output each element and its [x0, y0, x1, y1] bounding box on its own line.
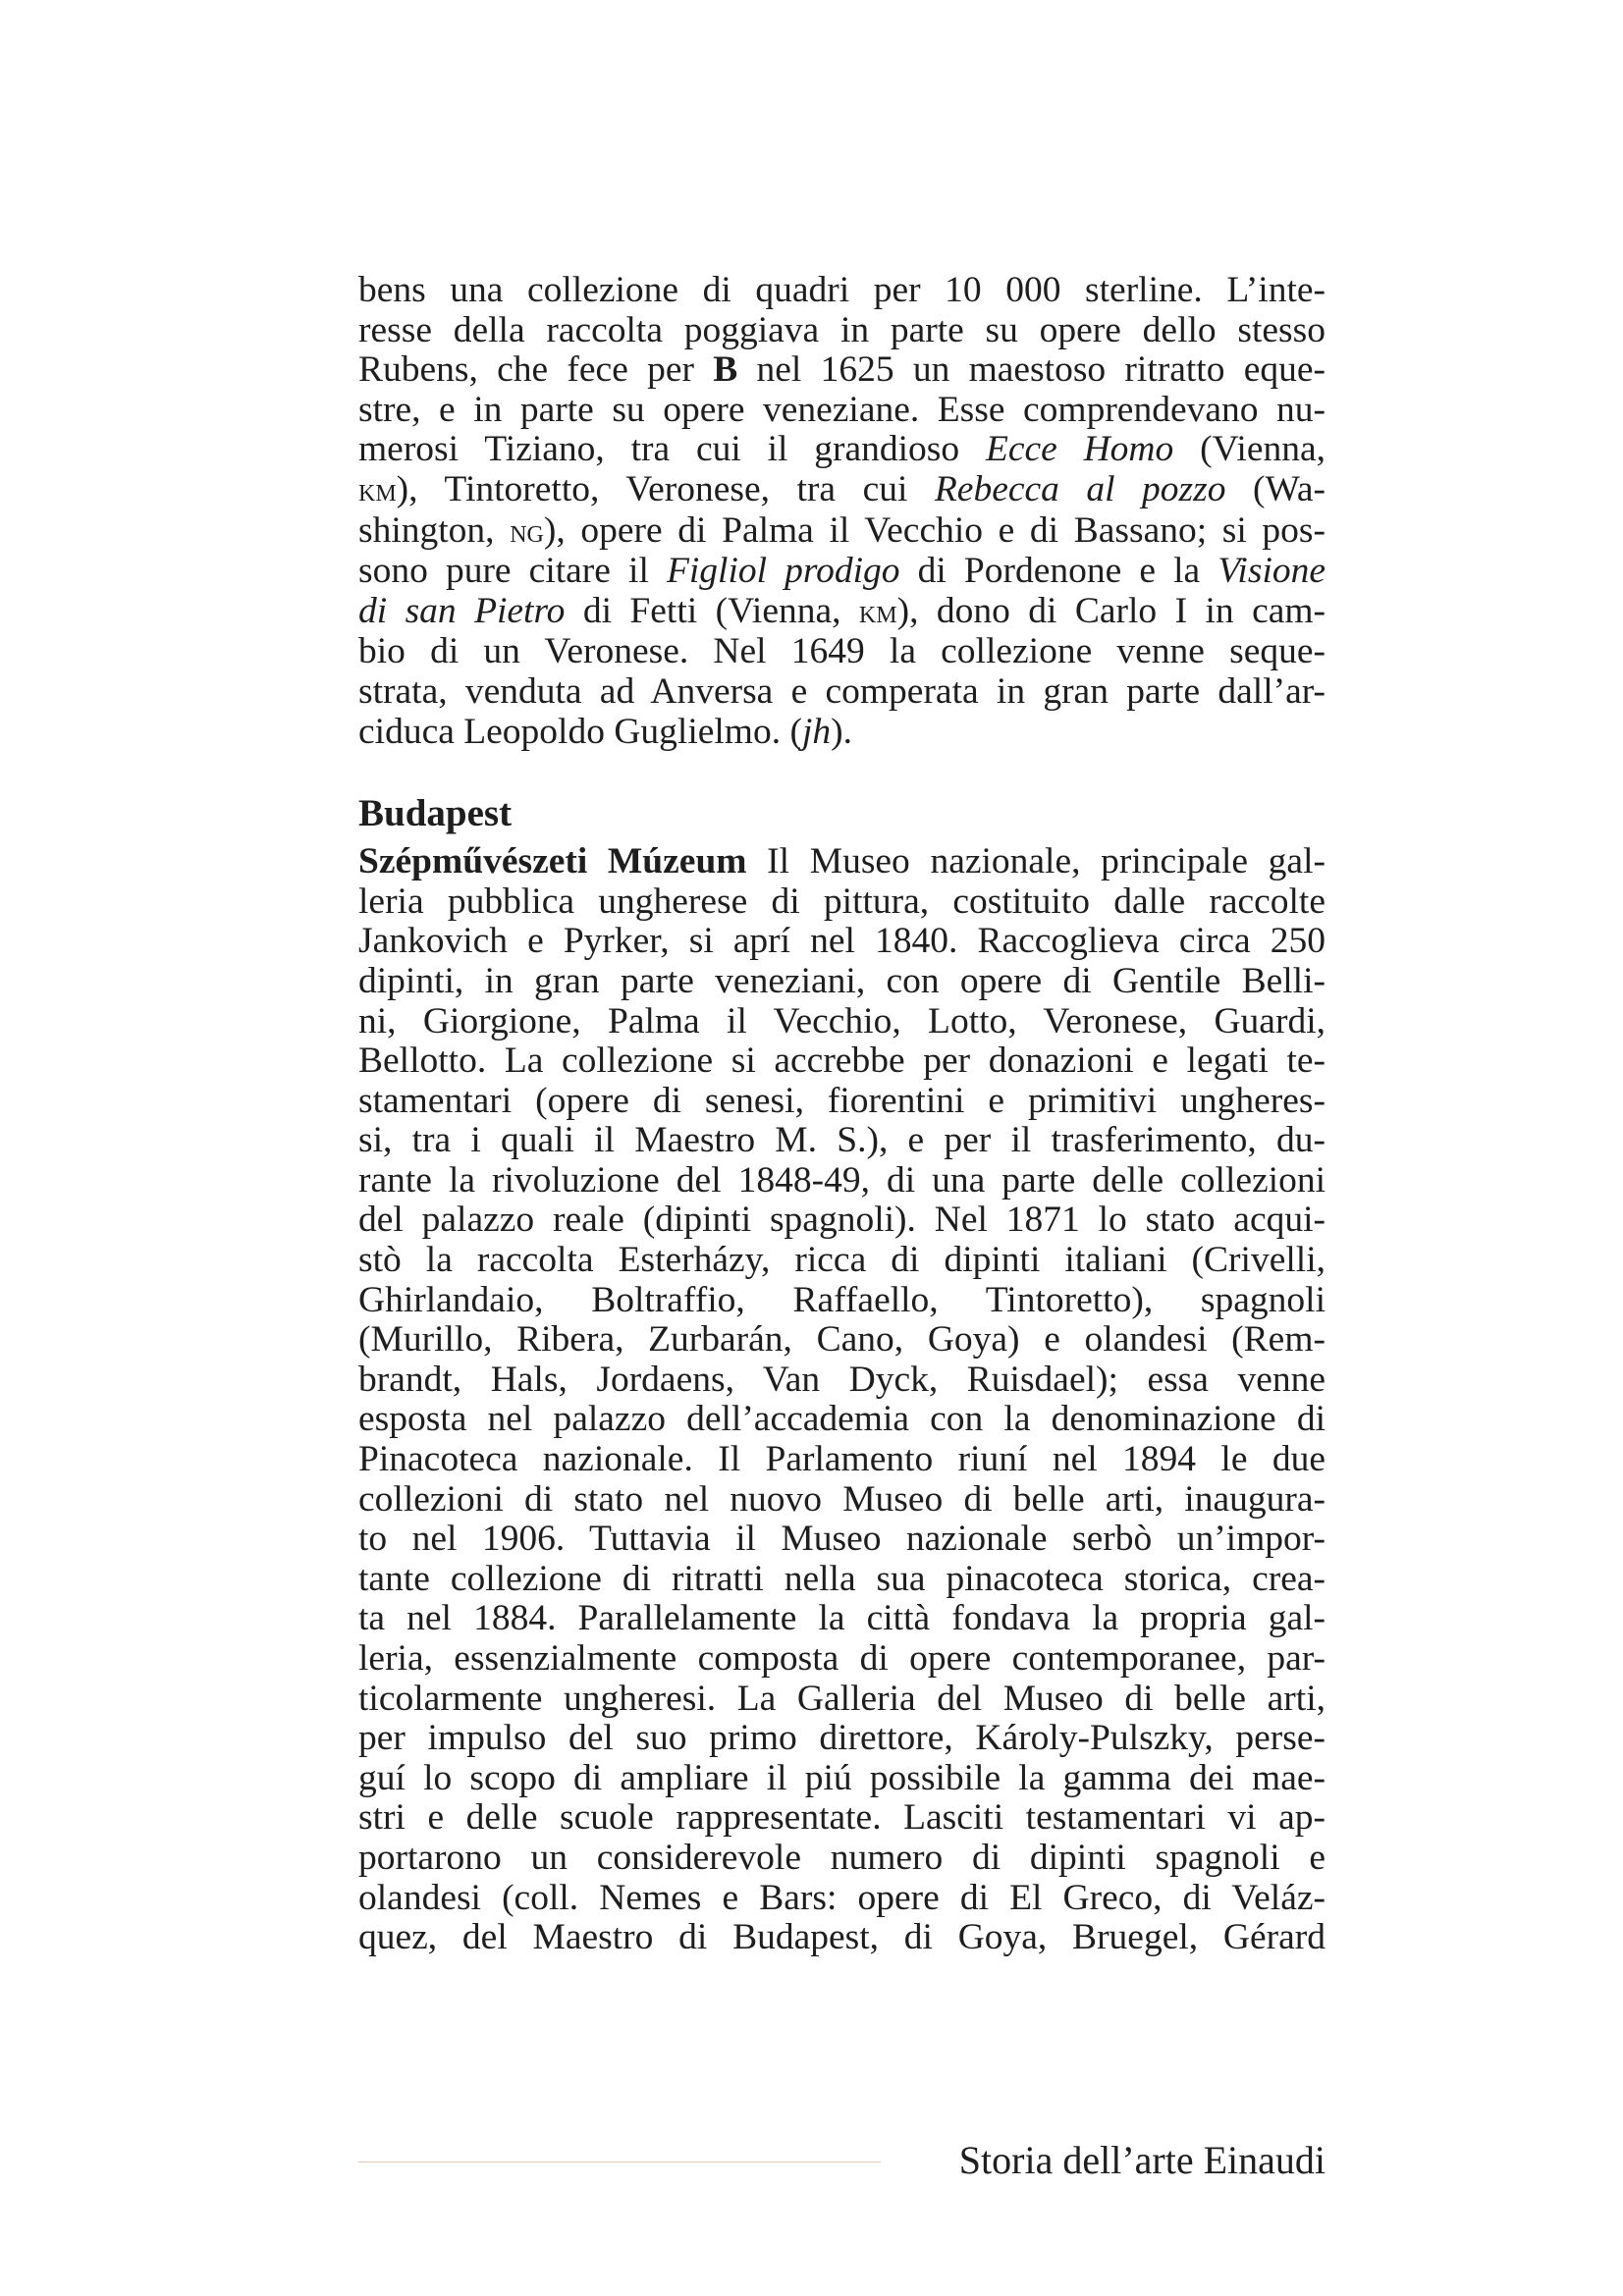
text-line: si, tra i quali il Maestro M. S.), e per il trasferimento, du- [358, 1120, 1325, 1161]
text-line: Ghirlandaio, Boltraffio, Raffaello, Tintoretto), spagnoli [358, 1279, 1325, 1320]
bold-abbreviation: B [713, 349, 738, 391]
text-line: ticolarmente ungheresi. La Galleria del Museo di belle arti, [358, 1678, 1325, 1719]
text-line: guí lo scopo di ampliare il piú possibile la gamma dei mae- [358, 1757, 1325, 1798]
artwork-title: di san Pietro [358, 590, 566, 631]
text-line: km), Tintoretto, Veronese, tra cui Rebecca al pozzo (Wa- [358, 468, 1325, 509]
section-heading: Budapest [358, 792, 513, 835]
text-line: brandt, Hals, Jordaens, Van Dyck, Ruisdael); essa venne [358, 1359, 1325, 1400]
museum-abbreviation: ng [510, 512, 544, 550]
text-line: leria pubblica ungherese di pittura, costituito dalle raccolte [358, 881, 1325, 922]
entry-title: Szépművészeti Múzeum [358, 841, 747, 882]
text-line: sono pure citare il Figliol prodigo di Pordenone e la Visione [358, 551, 1326, 592]
artwork-title: Figliol prodigo [666, 551, 900, 592]
text-line: merosi Tiziano, tra cui il grandioso Ecce Homo (Vienna, [358, 429, 1325, 470]
text-line: del palazzo reale (dipinti spagnoli). Nel 1871 lo stato acqui- [358, 1200, 1325, 1241]
text-line: stri e delle scuole rappresentate. Lasciti testamentari vi ap- [358, 1797, 1325, 1839]
text-line: stre, e in parte su opere veneziane. Esse comprendevano nu- [358, 389, 1325, 430]
text-line: ciduca Leopoldo Guglielmo. (jh). [358, 711, 853, 752]
text-line: Bellotto. La collezione si accrebbe per donazioni e legati te- [358, 1041, 1325, 1082]
text-line: shington, ng), opere di Palma il Vecchio e di Bassano; si pos- [358, 509, 1325, 551]
text-line: esposta nel palazzo dell’accademia con la denominazione di [358, 1399, 1325, 1440]
text-line: (Murillo, Ribera, Zurbarán, Cano, Goya) e olandesi (Rem- [358, 1319, 1325, 1361]
text-line: ni, Giorgione, Palma il Vecchio, Lotto, Veronese, Guardi, [358, 1000, 1325, 1041]
text-line: strata, venduta ad Anversa e comperata in gran parte dall’ar- [358, 670, 1325, 712]
text-line: Pinacoteca nazionale. Il Parlamento riuní nel 1894 le due [358, 1439, 1325, 1480]
text-line: rante la rivoluzione del 1848-49, di una parte delle collezioni [358, 1159, 1325, 1201]
museum-abbreviation: km [358, 471, 397, 508]
text-line: Szépművészeti Múzeum Il Museo nazionale, principale gal- [358, 841, 1325, 882]
text-line: to nel 1906. Tuttavia il Museo nazionale serbò un’impor- [358, 1519, 1325, 1560]
text-line: quez, del Maestro di Budapest, di Goya, Bruegel, Gérard [358, 1917, 1325, 1958]
artwork-title: Visione [1217, 551, 1326, 592]
text-line: ta nel 1884. Parallelamente la città fondava la propria gal- [358, 1598, 1325, 1639]
artwork-title: Rebecca al pozzo [934, 468, 1226, 509]
text-line: olandesi (coll. Nemes e Bars: opere di El Greco, di Veláz- [358, 1877, 1325, 1918]
text-line: resse della raccolta poggiava in parte su opere dello stesso [358, 309, 1325, 350]
museum-abbreviation: km [858, 593, 897, 630]
text-line: bio di un Veronese. Nel 1649 la collezione venne seque- [358, 631, 1325, 672]
text-line: leria, essenzialmente composta di opere contemporanee, par- [358, 1638, 1325, 1679]
text-line: stamentari (opere di senesi, fiorentini e primitivi ungheres- [358, 1080, 1325, 1121]
paragraph-b-collection [358, 271, 1325, 752]
text-line: di san Pietro di Fetti (Vienna, km), dono di Carlo I in cam- [358, 590, 1326, 631]
footer-series-title: Storia dell’arte Einaudi [958, 2138, 1325, 2182]
author-initials: jh [801, 711, 832, 752]
text-line: tante collezione di ritratti nella sua pinacoteca storica, crea- [358, 1558, 1325, 1599]
text-line: per impulso del suo primo direttore, Károly-Pulszky, perse- [358, 1718, 1325, 1759]
text-line: Jankovich e Pyrker, si aprí nel 1840. Raccoglieva circa 250 [358, 921, 1325, 962]
artwork-title: Ecce Homo [985, 429, 1174, 470]
footer-rule [358, 2162, 881, 2163]
page-content [358, 271, 1325, 1958]
text-line: dipinti, in gran parte veneziani, con opere di Gentile Belli- [358, 960, 1325, 1001]
text-line: portarono un considerevole numero di dipinti spagnoli e [358, 1837, 1325, 1878]
paragraph-budapest-museum [358, 842, 1325, 1958]
text-line: bens una collezione di quadri per 10 000 sterline. L’inte- [358, 270, 1325, 310]
text-line: Rubens, che fece per B nel 1625 un maestoso ritratto eque- [358, 349, 1326, 391]
text-line: collezioni di stato nel nuovo Museo di belle arti, inaugura- [358, 1478, 1325, 1520]
text-line: stò la raccolta Esterházy, ricca di dipinti italiani (Crivelli, [358, 1240, 1325, 1281]
